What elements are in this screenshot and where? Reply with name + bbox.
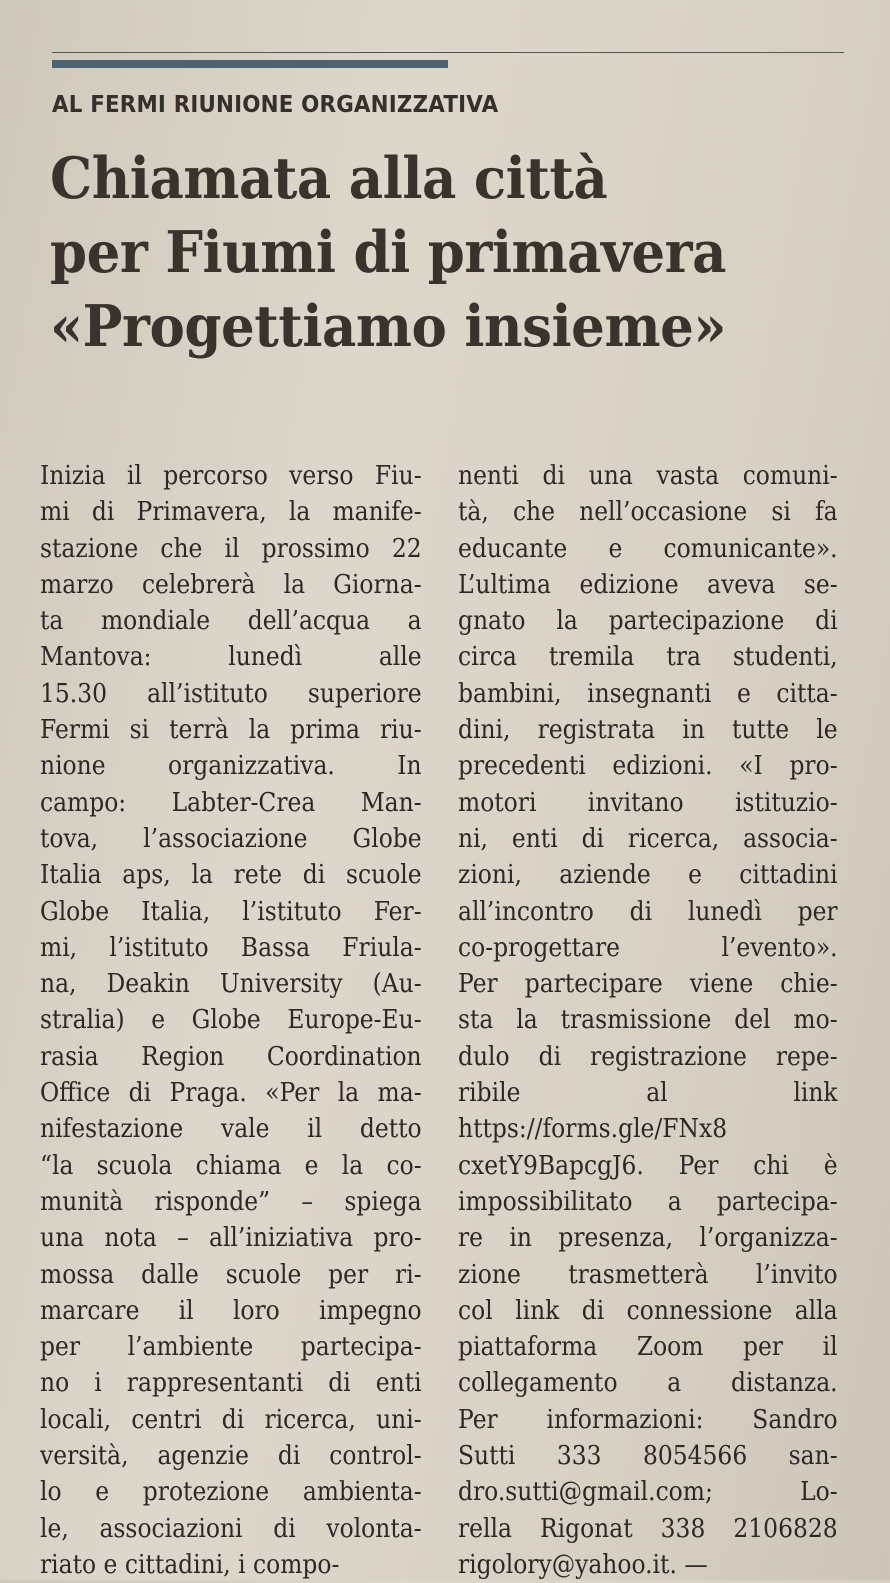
body-text-line: “la scuola chiama e la co- — [40, 1150, 422, 1181]
body-text-line: mi, l’istituto Bassa Friula- — [40, 932, 422, 963]
body-text-line: dro.sutti@gmail.com; Lo- — [458, 1477, 838, 1508]
headline — [50, 142, 870, 364]
headline-line-3: «Progettiamo insieme» — [50, 293, 727, 360]
body-text-line: collegamento a distanza. — [458, 1368, 838, 1399]
body-text-line: col link di connessione alla — [458, 1295, 838, 1326]
body-text-line: ribile al link — [458, 1078, 838, 1109]
body-text-line: per l’ambiente partecipa- — [40, 1332, 422, 1363]
body-text-line: cxetY9BapcgJ6. Per chi è — [458, 1150, 838, 1181]
body-text-line: zione trasmetterà l’invito — [458, 1259, 838, 1290]
body-text-line: Per partecipare viene chie- — [458, 969, 838, 1000]
body-text-line: precedenti edizioni. «I pro- — [458, 751, 838, 782]
body-text-line: Office di Praga. «Per la ma- — [40, 1078, 422, 1109]
body-text-line: versità, agenzie di control- — [40, 1441, 422, 1472]
body-text-line: nenti di una vasta comuni- — [458, 461, 838, 491]
body-text-line: nifestazione vale il detto — [40, 1114, 422, 1145]
body-text-line: Sutti 333 8054566 san- — [458, 1441, 838, 1472]
body-text-line: piattaforma Zoom per il — [458, 1332, 838, 1363]
body-text-line: lo e protezione ambienta- — [40, 1477, 422, 1508]
body-text-line: ni, enti di ricerca, associa- — [458, 823, 838, 854]
body-text-line: Fermi si terrà la prima riu- — [40, 715, 422, 746]
body-text-line: 15.30 all’istituto superiore — [40, 678, 422, 709]
body-text-line: Per informazioni: Sandro — [458, 1404, 838, 1435]
body-text-line: stralia) e Globe Europe-Eu- — [40, 1005, 422, 1036]
body-text-line: circa tremila tra studenti, — [458, 642, 838, 673]
body-text-line: Inizia il percorso verso Fiu- — [40, 461, 422, 491]
kicker: AL FERMI RIUNIONE ORGANIZZATIVA — [52, 92, 499, 118]
body-text-line: sta la trasmissione del mo- — [458, 1005, 838, 1036]
body-text-line: marcare il loro impegno — [40, 1295, 422, 1326]
body-text-line: mi di Primavera, la manife- — [40, 497, 422, 528]
body-text-line: Mantova: lunedì alle — [40, 642, 422, 673]
body-text-line: co-progettare l’evento». — [458, 932, 838, 963]
body-text-line: rella Rigonat 338 2106828 — [458, 1513, 838, 1544]
body-text-line: re in presenza, l’organizza- — [458, 1223, 838, 1254]
body-column-left — [40, 458, 422, 1583]
body-text-line: munità risponde” – spiega — [40, 1186, 422, 1217]
body-text-line: marzo celebrerà la Giorna- — [40, 569, 422, 600]
body-text-line: zioni, aziende e cittadini — [458, 860, 838, 891]
body-text-line: no i rappresentanti di enti — [40, 1368, 422, 1399]
body-text-line: rasia Region Coordination — [40, 1041, 422, 1072]
body-text-line: https://forms.gle/FNx8 — [458, 1114, 728, 1145]
body-text-line: ta mondiale dell’acqua a — [40, 606, 422, 637]
body-text-line: impossibilitato a partecipa- — [458, 1186, 838, 1217]
body-text-line: nione organizzativa. In — [40, 751, 422, 782]
body-text-line: educante e comunicante». — [458, 533, 838, 564]
body-text-line: all’incontro di lunedì per — [458, 896, 838, 927]
headline-line-1: Chiamata alla città — [50, 145, 608, 212]
top-rule — [52, 52, 844, 53]
body-text-line: L’ultima edizione aveva se- — [458, 569, 838, 600]
body-text-line: riato e cittadini, i compo- — [40, 1549, 340, 1580]
body-text-line: Italia aps, la rete di scuole — [40, 860, 422, 891]
body-text-line: rigolory@yahoo.it. — — [458, 1549, 708, 1580]
body-text-line: le, associazioni di volonta- — [40, 1513, 422, 1544]
body-column-right — [458, 458, 838, 1583]
body-text-line: gnato la partecipazione di — [458, 606, 838, 637]
body-text-line: locali, centri di ricerca, uni- — [40, 1404, 422, 1435]
body-text-line: motori invitano istituzio- — [458, 787, 838, 818]
body-text-line: stazione che il prossimo 22 — [40, 533, 422, 564]
headline-line-2: per Fiumi di primavera — [50, 219, 726, 286]
body-text-line: campo: Labter-Crea Man- — [40, 787, 422, 818]
body-text-line: na, Deakin University (Au- — [40, 969, 422, 1000]
body-text-line: dulo di registrazione repe- — [458, 1041, 838, 1072]
body-text-line: Globe Italia, l’istituto Fer- — [40, 896, 422, 927]
body-text-line: mossa dalle scuole per ri- — [40, 1259, 422, 1290]
body-text-line: una nota – all’iniziativa pro- — [40, 1223, 422, 1254]
section-color-bar — [52, 60, 448, 68]
body-text-line: tà, che nell’occasione si fa — [458, 497, 838, 528]
body-text-line: dini, registrata in tutte le — [458, 715, 838, 746]
body-text-line: tova, l’associazione Globe — [40, 823, 422, 854]
body-text-line: bambini, insegnanti e citta- — [458, 678, 838, 709]
